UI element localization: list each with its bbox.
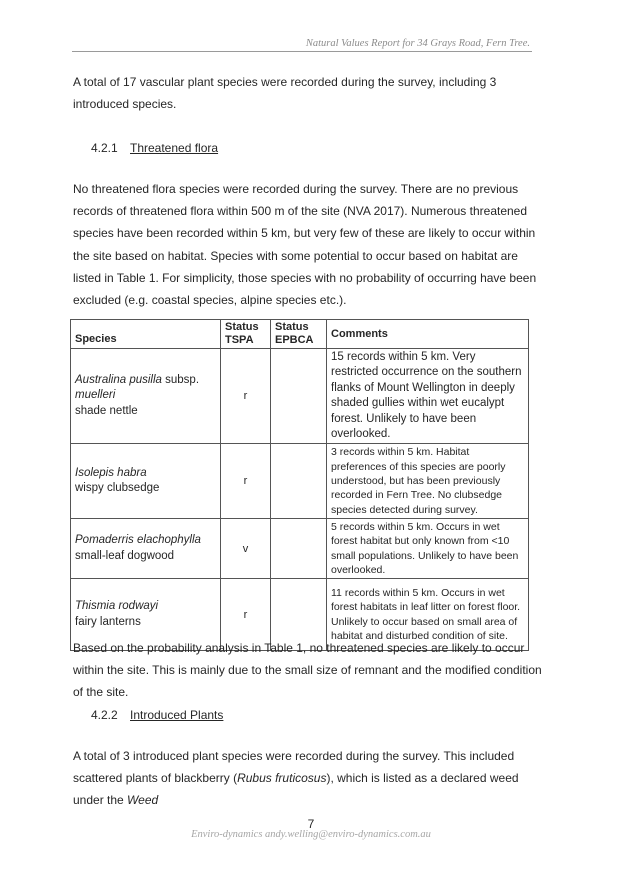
tspa-cell: v — [221, 518, 271, 578]
epbca-cell — [271, 349, 327, 444]
col-header-epbca: Status EPBCA — [271, 320, 327, 349]
table-row — [71, 349, 529, 444]
running-header: Natural Values Report for 34 Grays Road, Fern Tree. — [305, 38, 530, 49]
species-cell: Pomaderris elachophylla small-leaf dogwood — [71, 518, 221, 578]
tspa-cell: r — [221, 579, 271, 651]
intro-paragraph: A total of 17 vascular plant species were recorded during the survey, including 3 introduced species. — [73, 75, 497, 112]
heading-number: 4.2.1 — [91, 141, 118, 155]
running-footer: Enviro-dynamics andy.welling@enviro-dynamics.com.au — [191, 829, 431, 840]
heading-number: 4.2.2 — [91, 708, 118, 722]
epbca-cell — [271, 518, 327, 578]
epbca-cell — [271, 444, 327, 518]
threatened-flora-table — [70, 319, 529, 651]
introduced-paragraph: A total of 3 introduced plant species were recorded during the survey. This included scattered plants of blackberry (Rubus fruticosus), which is listed as a declared weed under the Weed — [73, 749, 519, 808]
comments-cell: 11 records within 5 km. Occurs in wet forest habitats in leaf litter on forest floor. Unlikely to occur based on small area of habitat and disturbed condition of site. — [327, 579, 529, 651]
header-rule — [72, 51, 532, 52]
table-row — [71, 518, 529, 578]
col-header-comments: Comments — [327, 320, 529, 349]
heading-title: Threatened flora — [130, 141, 219, 155]
table-header-row — [71, 320, 529, 349]
species-cell: Thismia rodwayi fairy lanterns — [71, 579, 221, 651]
species-cell: Isolepis habra wispy clubsedge — [71, 444, 221, 518]
comments-cell: 15 records within 5 km. Very restricted occurrence on the southern flanks of Mount Wellington in deeply shaded gullies within wet eucalypt forest. Unlikely to have been overlooked. — [327, 349, 529, 444]
heading-title: Introduced Plants — [130, 708, 224, 722]
heading-threatened-flora — [91, 141, 218, 155]
table-row — [71, 444, 529, 518]
comments-cell: 5 records within 5 km. Occurs in wet forest habitat but only known from <10 small populations. Unlikely to have been overlooked. — [327, 518, 529, 578]
tspa-cell: r — [221, 444, 271, 518]
col-header-tspa: Status TSPA — [221, 320, 271, 349]
tspa-cell: r — [221, 349, 271, 444]
threatened-paragraph: No threatened flora species were recorded during the survey. There are no previous records of threatened flora within 500 m of the site (NVA 2017). Numerous threatened species have been recorded within 5 km, but very few of these are likely to occur within the site based on habitat. Species with some potential to occur based on habitat are listed in Table 1. For simplicity, those species with no probability of occurring have been excluded (e.g. coastal species, alpine species etc.). — [73, 182, 537, 308]
comments-cell: 3 records within 5 km. Habitat preferences of this species are poorly understood, but has been previously recorded in Fern Tree. No clubsedge species detected during survey. — [327, 444, 529, 518]
heading-introduced-plants — [91, 708, 223, 722]
probability-paragraph: Based on the probability analysis in Table 1, no threatened species are likely to occur within the site. This is mainly due to the small size of remnant and the modified condition of the site. — [73, 641, 542, 700]
species-cell: Australina pusilla subsp. muelleri shade nettle — [71, 349, 221, 444]
page-number: 7 — [307, 817, 315, 831]
col-header-species: Species — [71, 320, 221, 349]
